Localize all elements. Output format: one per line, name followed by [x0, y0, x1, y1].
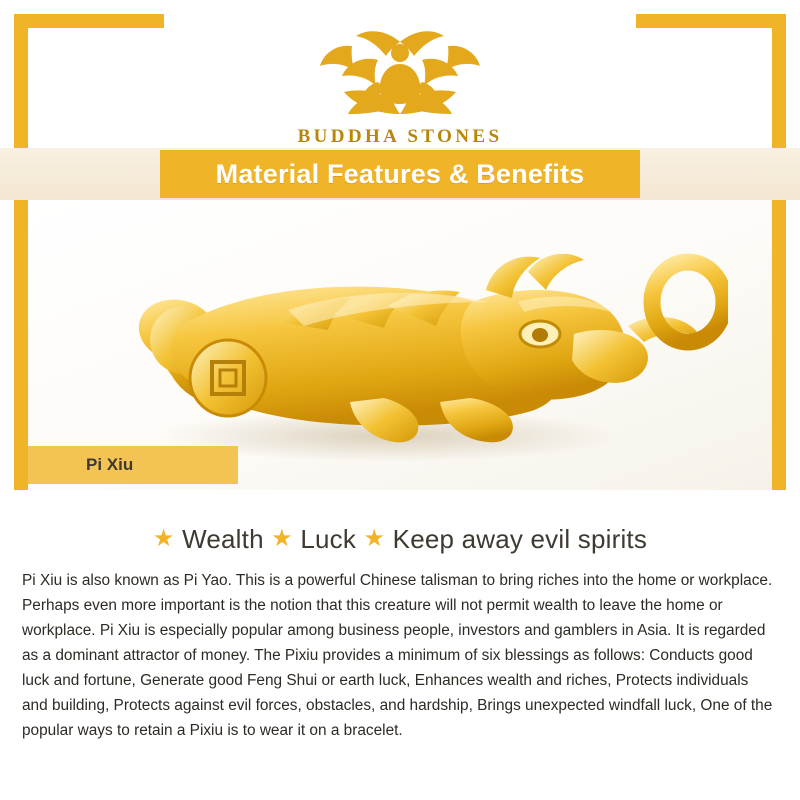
product-caption — [28, 446, 238, 484]
star-icon: ★ — [271, 525, 293, 552]
brand-block — [0, 22, 800, 148]
star-icon: ★ — [363, 525, 386, 552]
left-accent-bar — [14, 200, 28, 490]
benefits-headline — [0, 524, 800, 555]
lotus-meditation-icon — [316, 22, 484, 120]
right-accent-bar — [772, 200, 786, 490]
product-caption-label: Pi Xiu — [86, 455, 134, 474]
benefit-luck: Luck — [300, 524, 357, 554]
brand-name: BUDDHA STONES — [297, 126, 503, 147]
title-banner — [160, 150, 640, 198]
benefit-wealth: Wealth — [182, 524, 264, 554]
description-paragraph: Pi Xiu is also known as Pi Yao. This is a powerful Chinese talisman to bring riches into the home or workplace. Perhaps even more important is the notion that this creature will not permit wealth to leave the home or workplace. Pi Xiu is especially popular among business people, investors and gamblers in Asia. It is regarded as a dominant attractor of money. The Pixiu provides a minimum of six blessings as follows: Conducts good luck and fortune, Generate good Feng Shui or earth luck, Enhances wealth and riches, Protects individuals and building, Protects against evil forces, obstacles, and hardship, Brings unexpected windfall luck, One of the popular ways to retain a Pixiu is to wear it on a bracelet. — [22, 572, 773, 739]
gold-pixiu-illustration — [88, 206, 728, 486]
description-section — [0, 500, 800, 800]
star-icon: ★ — [152, 525, 175, 552]
benefit-evil-spirits: Keep away evil spirits — [392, 524, 648, 554]
page-title: Material Features & Benefits — [215, 158, 585, 189]
